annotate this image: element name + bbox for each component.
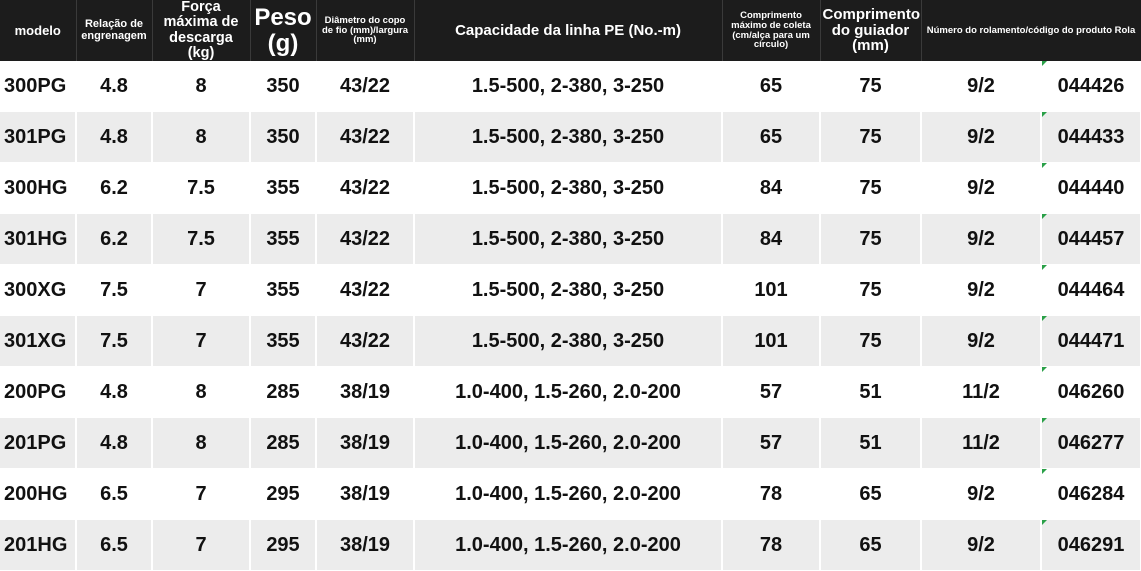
header-spool-size: Diâmetro do copo de fio (mm)/largura (mm) <box>316 0 414 61</box>
table-row <box>0 520 1141 571</box>
handle-length-cell: 65 <box>820 469 921 520</box>
handle-length-cell: 75 <box>820 214 921 265</box>
line-capacity-cell: 1.0-400, 1.5-260, 2.0-200 <box>414 418 722 469</box>
max-drag-cell: 7.5 <box>152 163 250 214</box>
line-capacity-cell: 1.5-500, 2-380, 3-250 <box>414 61 722 112</box>
product-code-cell: 044426 <box>1041 61 1141 112</box>
table-row <box>0 265 1141 316</box>
max-retrieve-cell: 57 <box>722 367 820 418</box>
bearings-cell: 9/2 <box>921 316 1041 367</box>
gear-ratio-cell: 4.8 <box>76 112 152 163</box>
max-drag-cell: 7 <box>152 469 250 520</box>
gear-ratio-cell: 7.5 <box>76 316 152 367</box>
table-row <box>0 367 1141 418</box>
handle-length-cell: 75 <box>820 265 921 316</box>
line-capacity-cell: 1.5-500, 2-380, 3-250 <box>414 112 722 163</box>
spool-size-cell: 38/19 <box>316 418 414 469</box>
header-handle-length: Comprimento do guiador (mm) <box>820 0 921 61</box>
max-drag-cell: 8 <box>152 418 250 469</box>
gear-ratio-cell: 6.2 <box>76 214 152 265</box>
model-cell: 201HG <box>0 520 76 571</box>
weight-cell: 350 <box>250 61 316 112</box>
gear-ratio-cell: 4.8 <box>76 418 152 469</box>
max-retrieve-cell: 78 <box>722 520 820 571</box>
max-retrieve-cell: 65 <box>722 112 820 163</box>
line-capacity-cell: 1.5-500, 2-380, 3-250 <box>414 316 722 367</box>
max-retrieve-cell: 84 <box>722 163 820 214</box>
header-row <box>0 0 1141 61</box>
model-cell: 301PG <box>0 112 76 163</box>
weight-cell: 350 <box>250 112 316 163</box>
handle-length-cell: 51 <box>820 367 921 418</box>
handle-length-cell: 75 <box>820 163 921 214</box>
max-retrieve-cell: 101 <box>722 316 820 367</box>
max-retrieve-cell: 101 <box>722 265 820 316</box>
bearings-cell: 9/2 <box>921 112 1041 163</box>
gear-ratio-cell: 6.5 <box>76 469 152 520</box>
handle-length-cell: 75 <box>820 316 921 367</box>
weight-cell: 285 <box>250 367 316 418</box>
gear-ratio-cell: 4.8 <box>76 367 152 418</box>
line-capacity-cell: 1.0-400, 1.5-260, 2.0-200 <box>414 520 722 571</box>
table-row <box>0 61 1141 112</box>
table-row <box>0 418 1141 469</box>
model-cell: 201PG <box>0 418 76 469</box>
product-code-cell: 046260 <box>1041 367 1141 418</box>
table-row <box>0 163 1141 214</box>
bearings-cell: 9/2 <box>921 61 1041 112</box>
product-code-cell: 044464 <box>1041 265 1141 316</box>
header-gear-ratio: Relação de engrenagem <box>76 0 152 61</box>
max-drag-cell: 7 <box>152 316 250 367</box>
product-code-cell: 044471 <box>1041 316 1141 367</box>
bearings-cell: 9/2 <box>921 520 1041 571</box>
bearings-cell: 9/2 <box>921 469 1041 520</box>
line-capacity-cell: 1.0-400, 1.5-260, 2.0-200 <box>414 367 722 418</box>
header-line-capacity: Capacidade da linha PE (No.-m) <box>414 0 722 61</box>
product-code-cell: 044457 <box>1041 214 1141 265</box>
max-retrieve-cell: 78 <box>722 469 820 520</box>
spool-size-cell: 43/22 <box>316 316 414 367</box>
weight-cell: 295 <box>250 469 316 520</box>
table-row <box>0 214 1141 265</box>
bearings-cell: 11/2 <box>921 367 1041 418</box>
product-code-cell: 046277 <box>1041 418 1141 469</box>
weight-cell: 285 <box>250 418 316 469</box>
product-code-cell: 044440 <box>1041 163 1141 214</box>
spool-size-cell: 43/22 <box>316 265 414 316</box>
max-drag-cell: 8 <box>152 61 250 112</box>
model-cell: 301HG <box>0 214 76 265</box>
spool-size-cell: 43/22 <box>316 61 414 112</box>
bearings-cell: 9/2 <box>921 265 1041 316</box>
header-bearings-code: Número do rolamento/código do produto Rola <box>921 0 1141 61</box>
weight-cell: 355 <box>250 163 316 214</box>
line-capacity-cell: 1.5-500, 2-380, 3-250 <box>414 265 722 316</box>
bearings-cell: 9/2 <box>921 214 1041 265</box>
table-row <box>0 316 1141 367</box>
max-retrieve-cell: 84 <box>722 214 820 265</box>
spool-size-cell: 38/19 <box>316 469 414 520</box>
header-max-retrieve: Comprimento máximo de coleta (cm/alça para um círculo) <box>722 0 820 61</box>
gear-ratio-cell: 6.2 <box>76 163 152 214</box>
max-drag-cell: 7 <box>152 520 250 571</box>
spool-size-cell: 43/22 <box>316 214 414 265</box>
line-capacity-cell: 1.0-400, 1.5-260, 2.0-200 <box>414 469 722 520</box>
handle-length-cell: 51 <box>820 418 921 469</box>
weight-cell: 355 <box>250 265 316 316</box>
handle-length-cell: 75 <box>820 112 921 163</box>
max-drag-cell: 7 <box>152 265 250 316</box>
max-drag-cell: 8 <box>152 367 250 418</box>
spool-size-cell: 43/22 <box>316 112 414 163</box>
model-cell: 300HG <box>0 163 76 214</box>
model-cell: 300PG <box>0 61 76 112</box>
weight-cell: 295 <box>250 520 316 571</box>
weight-cell: 355 <box>250 214 316 265</box>
model-cell: 200PG <box>0 367 76 418</box>
gear-ratio-cell: 7.5 <box>76 265 152 316</box>
max-drag-cell: 8 <box>152 112 250 163</box>
table-row <box>0 112 1141 163</box>
weight-cell: 355 <box>250 316 316 367</box>
header-max-drag: Força máxima de descarga (kg) <box>152 0 250 61</box>
header-weight: Peso (g) <box>250 0 316 61</box>
spool-size-cell: 38/19 <box>316 367 414 418</box>
max-retrieve-cell: 65 <box>722 61 820 112</box>
handle-length-cell: 75 <box>820 61 921 112</box>
model-cell: 200HG <box>0 469 76 520</box>
gear-ratio-cell: 4.8 <box>76 61 152 112</box>
handle-length-cell: 65 <box>820 520 921 571</box>
product-code-cell: 044433 <box>1041 112 1141 163</box>
header-model: modelo <box>0 0 76 61</box>
product-code-cell: 046284 <box>1041 469 1141 520</box>
table-row <box>0 469 1141 520</box>
max-drag-cell: 7.5 <box>152 214 250 265</box>
gear-ratio-cell: 6.5 <box>76 520 152 571</box>
model-cell: 300XG <box>0 265 76 316</box>
model-cell: 301XG <box>0 316 76 367</box>
line-capacity-cell: 1.5-500, 2-380, 3-250 <box>414 214 722 265</box>
max-retrieve-cell: 57 <box>722 418 820 469</box>
spool-size-cell: 38/19 <box>316 520 414 571</box>
spool-size-cell: 43/22 <box>316 163 414 214</box>
product-code-cell: 046291 <box>1041 520 1141 571</box>
bearings-cell: 9/2 <box>921 163 1041 214</box>
line-capacity-cell: 1.5-500, 2-380, 3-250 <box>414 163 722 214</box>
bearings-cell: 11/2 <box>921 418 1041 469</box>
